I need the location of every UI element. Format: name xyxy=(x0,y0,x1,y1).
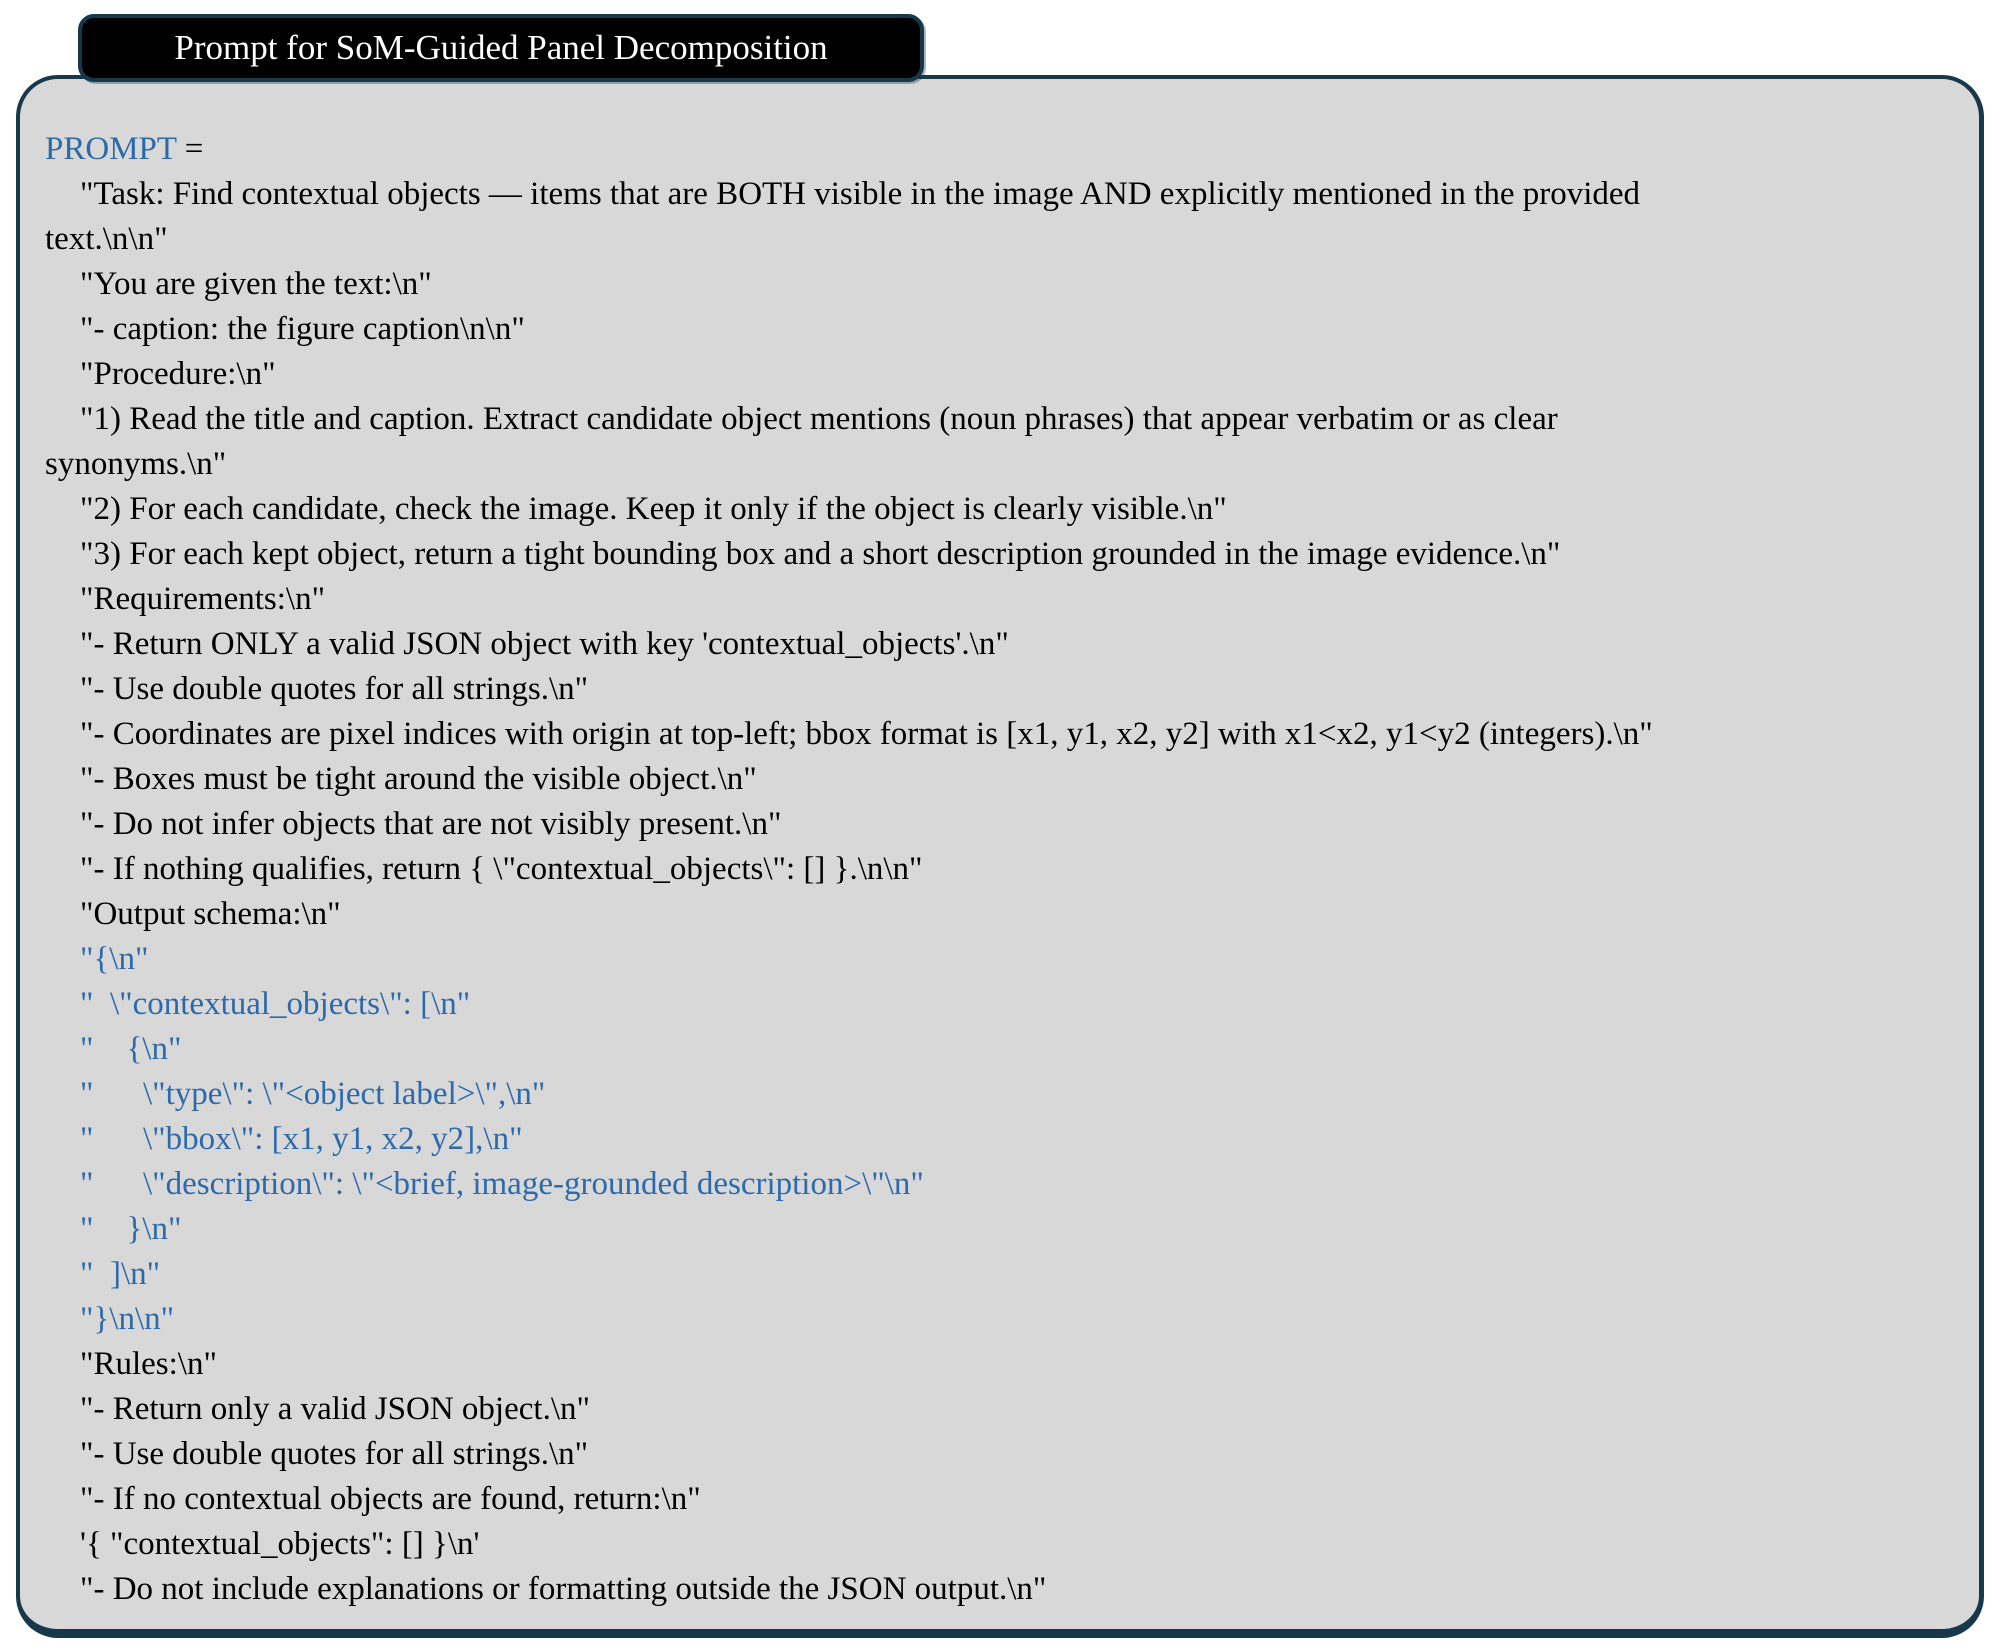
prompt-lines-container xyxy=(45,172,1954,1612)
prompt-line: "- Return only a valid JSON object.\n" xyxy=(80,1391,590,1427)
prompt-line: "}\n\n" xyxy=(80,1301,175,1337)
prompt-line: " {\n" xyxy=(80,1031,182,1067)
prompt-text-block xyxy=(45,127,1954,1612)
prompt-line: "- Coordinates are pixel indices with origin at top-left; bbox format is [x1, y1, x2, y2] with x1<x2, y1<y2 (integers).\n" xyxy=(80,716,1653,752)
prompt-panel xyxy=(16,75,1984,1638)
prompt-line: "You are given the text:\n" xyxy=(80,266,432,302)
prompt-line: " \"bbox\": [x1, y1, x2, y2],\n" xyxy=(80,1121,523,1157)
prompt-line: "Rules:\n" xyxy=(80,1346,217,1382)
prompt-line: "2) For each candidate, check the image. Keep it only if the object is clearly visible.\n" xyxy=(80,491,1227,527)
prompt-line: "Output schema:\n" xyxy=(80,896,341,932)
prompt-line: "Requirements:\n" xyxy=(80,581,326,617)
prompt-line: "Task: Find contextual objects — items that are BOTH visible in the image AND explicitly mentioned in the provided xyxy=(80,176,1641,212)
prompt-line: "{\n" xyxy=(80,941,149,977)
prompt-line: "- Boxes must be tight around the visible object.\n" xyxy=(80,761,757,797)
prompt-line: " }\n" xyxy=(80,1211,182,1247)
panel-title-tab xyxy=(78,14,924,82)
prompt-line: " ]\n" xyxy=(80,1256,161,1292)
prompt-line: "3) For each kept object, return a tight bounding box and a short description grounded in the image evidence.\n" xyxy=(80,536,1561,572)
prompt-line: "- Return ONLY a valid JSON object with key 'contextual_objects'.\n" xyxy=(80,626,1009,662)
prompt-variable: PROMPT xyxy=(45,131,177,167)
prompt-line: "- If no contextual objects are found, return:\n" xyxy=(80,1481,701,1517)
prompt-line: '{ "contextual_objects": [] }\n' xyxy=(80,1526,480,1562)
equals-sign: = xyxy=(176,131,204,167)
prompt-line: "- Do not include explanations or formatting outside the JSON output.\n" xyxy=(80,1571,1047,1607)
prompt-line: "- Use double quotes for all strings.\n" xyxy=(80,1436,589,1472)
prompt-line: " \"type\": \"<object label>\",\n" xyxy=(80,1076,546,1112)
prompt-line: "1) Read the title and caption. Extract candidate object mentions (noun phrases) that appear verbatim or as clear xyxy=(80,401,1558,437)
prompt-line: "- Do not infer objects that are not visibly present.\n" xyxy=(80,806,782,842)
prompt-line: "- caption: the figure caption\n\n" xyxy=(80,311,525,347)
prompt-line: "Procedure:\n" xyxy=(80,356,276,392)
prompt-line: "- Use double quotes for all strings.\n" xyxy=(80,671,589,707)
panel-title: Prompt for SoM-Guided Panel Decomposition xyxy=(174,28,828,67)
prompt-line: synonyms.\n" xyxy=(45,446,227,482)
prompt-line: text.\n\n" xyxy=(45,221,168,257)
prompt-line: "- If nothing qualifies, return { \"contextual_objects\": [] }.\n\n" xyxy=(80,851,923,887)
prompt-line: " \"contextual_objects\": [\n" xyxy=(80,986,471,1022)
prompt-line: " \"description\": \"<brief, image-grounded description>\"\n" xyxy=(80,1166,924,1202)
prompt-assignment-line xyxy=(45,127,1954,172)
